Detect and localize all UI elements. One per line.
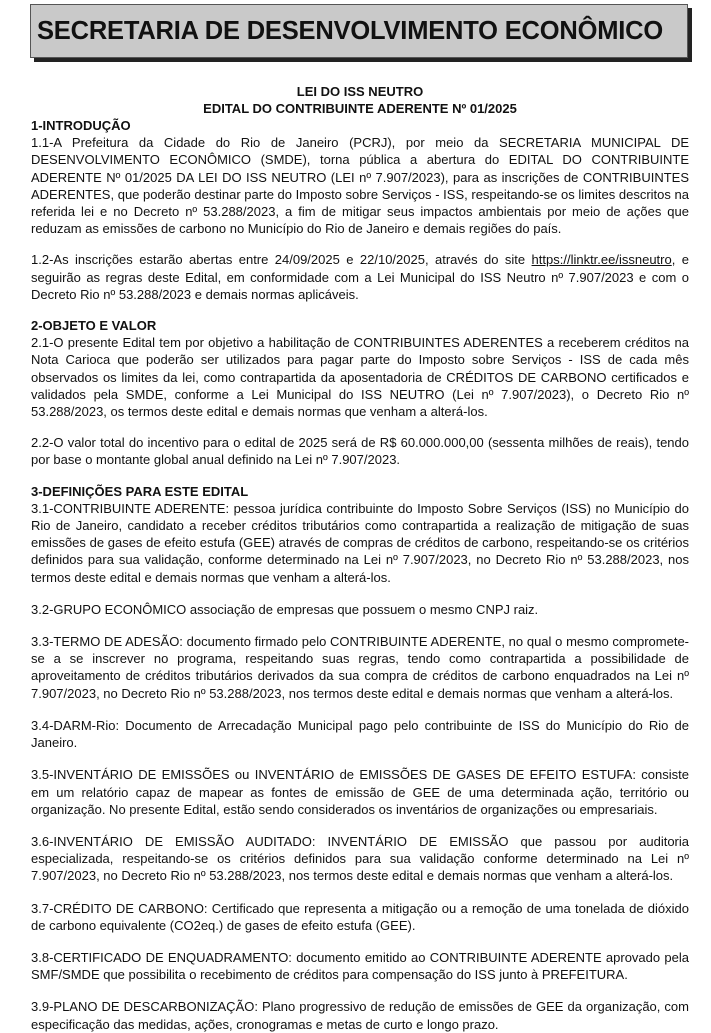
paragraph-1-2-end: , e seguirão as regras deste Edital, em conformidade com a Lei Municipal do ISS Neutro nº 7.907/2023 e com o Decreto Rio nº 53.288/2023 e demais normas aplicáveis.	[31, 252, 689, 302]
paragraph-3-7: 3.7-CRÉDITO DE CARBONO: Certificado que representa a mitigação ou a remoção de uma tonelada de dióxido de carbono equivalente (CO2eq.) de gases de efeito estufa (GEE).	[31, 900, 689, 933]
paragraph-2-2: 2.2-O valor total do incentivo para o edital de 2025 será de R$ 60.000.000,00 (sessenta milhões de reais), tendo por base o montante global anual definido na Lei nº 7.907/2023.	[31, 435, 689, 468]
paragraph-1-2-start: 1.2-As inscrições estarão abertas entre 24/09/2025 e 22/10/2025, através do site	[31, 252, 532, 268]
edital-title: EDITAL DO CONTRIBUINTE ADERENTE Nº 01/2025	[203, 101, 517, 116]
registration-link[interactable]: https://linktr.ee/issneutro	[531, 252, 672, 268]
section-heading-definicoes: 3-DEFINIÇÕES PARA ESTE EDITAL	[31, 483, 249, 499]
law-title: LEI DO ISS NEUTRO	[296, 84, 424, 99]
paragraph-3-8: 3.8-CERTIFICADO DE ENQUADRAMENTO: documento emitido ao CONTRIBUINTE ADERENTE aprovado pela SMF/SMDE que possibilita o recebimento de créditos para compensação do ISS junto à PREFEITURA.	[31, 949, 689, 983]
paragraph-3-6: 3.6-INVENTÁRIO DE EMISSÃO AUDITADO: INVENTÁRIO DE EMISSÃO que passou por auditoria especializada, respeitando-se os critérios definidos para sua validação conforme determinado na Lei nº 7.907/2023, no Decreto Rio nº 53.288/2023, nos termos deste edital e demais normas que venham a alterá-los.	[31, 833, 689, 884]
edital-body	[31, 83, 689, 1033]
paragraph-3-4: 3.4-DARM-Rio: Documento de Arrecadação Municipal pago pelo contribuinte de ISS do Município do Rio de Janeiro.	[31, 717, 689, 751]
paragraph-1-1: 1.1-A Prefeitura da Cidade do Rio de Janeiro (PCRJ), por meio da SECRETARIA MUNICIPAL DE DESENVOLVIMENTO ECONÔMICO (SMDE), torna pública a abertura do EDITAL DO CONTRIBUINTE ADERENTE Nº 01/2025 DA LEI DO ISS NEUTRO (LEI nº 7.907/2023), para as inscrições de CONTRIBUINTES ADERENTES, que poderão destinar parte do Imposto sobre Serviços - ISS, respeitando-se os limites descritos na referida lei e no Decreto nº 53.288/2023, a fim de mitigar seus impactos ambientais por meio de ações que reduzam as emissões de carbono no Município do Rio de Janeiro e demais regiões do país.	[31, 135, 689, 237]
paragraph-3-2: 3.2-GRUPO ECONÔMICO associação de empresas que possuem o mesmo CNPJ raiz.	[31, 601, 539, 617]
department-banner	[30, 4, 688, 58]
paragraph-3-3: 3.3-TERMO DE ADESÃO: documento firmado pelo CONTRIBUINTE ADERENTE, no qual o mesmo compromete-se a se inscrever no programa, respeitando suas regras, tendo como contrapartida a possibilidade de aproveitamento de créditos tributários derivados da sua compra de créditos de carbono enquadrados na Lei nº 7.907/2023, no Decreto Rio nº 53.288/2023, nos termos deste edital e demais normas que venham a alterá-los.	[31, 634, 689, 701]
paragraph-3-9: 3.9-PLANO DE DESCARBONIZAÇÃO: Plano progressivo de redução de emissões de GEE da organização, com especificação das medidas, ações, cronogramas e metas de curto e longo prazo.	[31, 999, 689, 1032]
paragraph-3-5: 3.5-INVENTÁRIO DE EMISSÕES ou INVENTÁRIO de EMISSÕES DE GASES DE EFEITO ESTUFA: consiste em um relatório capaz de mapear as fontes de emissão de GEE de uma determinada ação, território ou organização. No presente Edital, estão sendo considerados os inventários de organizações ou empresariais.	[31, 767, 689, 817]
paragraph-1-2	[31, 251, 689, 303]
paragraph-3-1: 3.1-CONTRIBUINTE ADERENTE: pessoa jurídica contribuinte do Imposto Sobre Serviços (ISS) no Município do Rio de Janeiro, candidato a receber créditos tributários como contrapartida a realização de mitigação de suas emissões de gases de efeito estufa (GEE) através de compras de créditos de carbono, respeitando-se os critérios definidos para sua validação, conforme determinado na Lei nº 7.907/2023, no Decreto Rio nº 53.288/2023, nos termos deste edital e demais normas que venham a alterá-los.	[31, 500, 689, 585]
section-heading-objeto: 2-OBJETO E VALOR	[31, 318, 157, 334]
section-heading-intro: 1-INTRODUÇÃO	[31, 118, 131, 133]
paragraph-2-1: 2.1-O presente Edital tem por objetivo a habilitação de CONTRIBUINTES ADERENTES a receberem créditos na Nota Carioca que poderão ser utilizados para pagar parte do Imposto sobre Serviços - ISS de cada mês observados os limites da lei, como contrapartida da aposentadoria de CRÉDITOS DE CARBONO certificados e validados pela SMDE, conforme a Lei Municipal do ISS NEUTRO (Lei nº 7.907/2023), o Decreto Rio nº 53.288/2023, os termos deste edital e demais normas que venham a alterá-los.	[31, 335, 689, 420]
banner-title: SECRETARIA DE DESENVOLVIMENTO ECONÔMICO	[37, 16, 663, 45]
